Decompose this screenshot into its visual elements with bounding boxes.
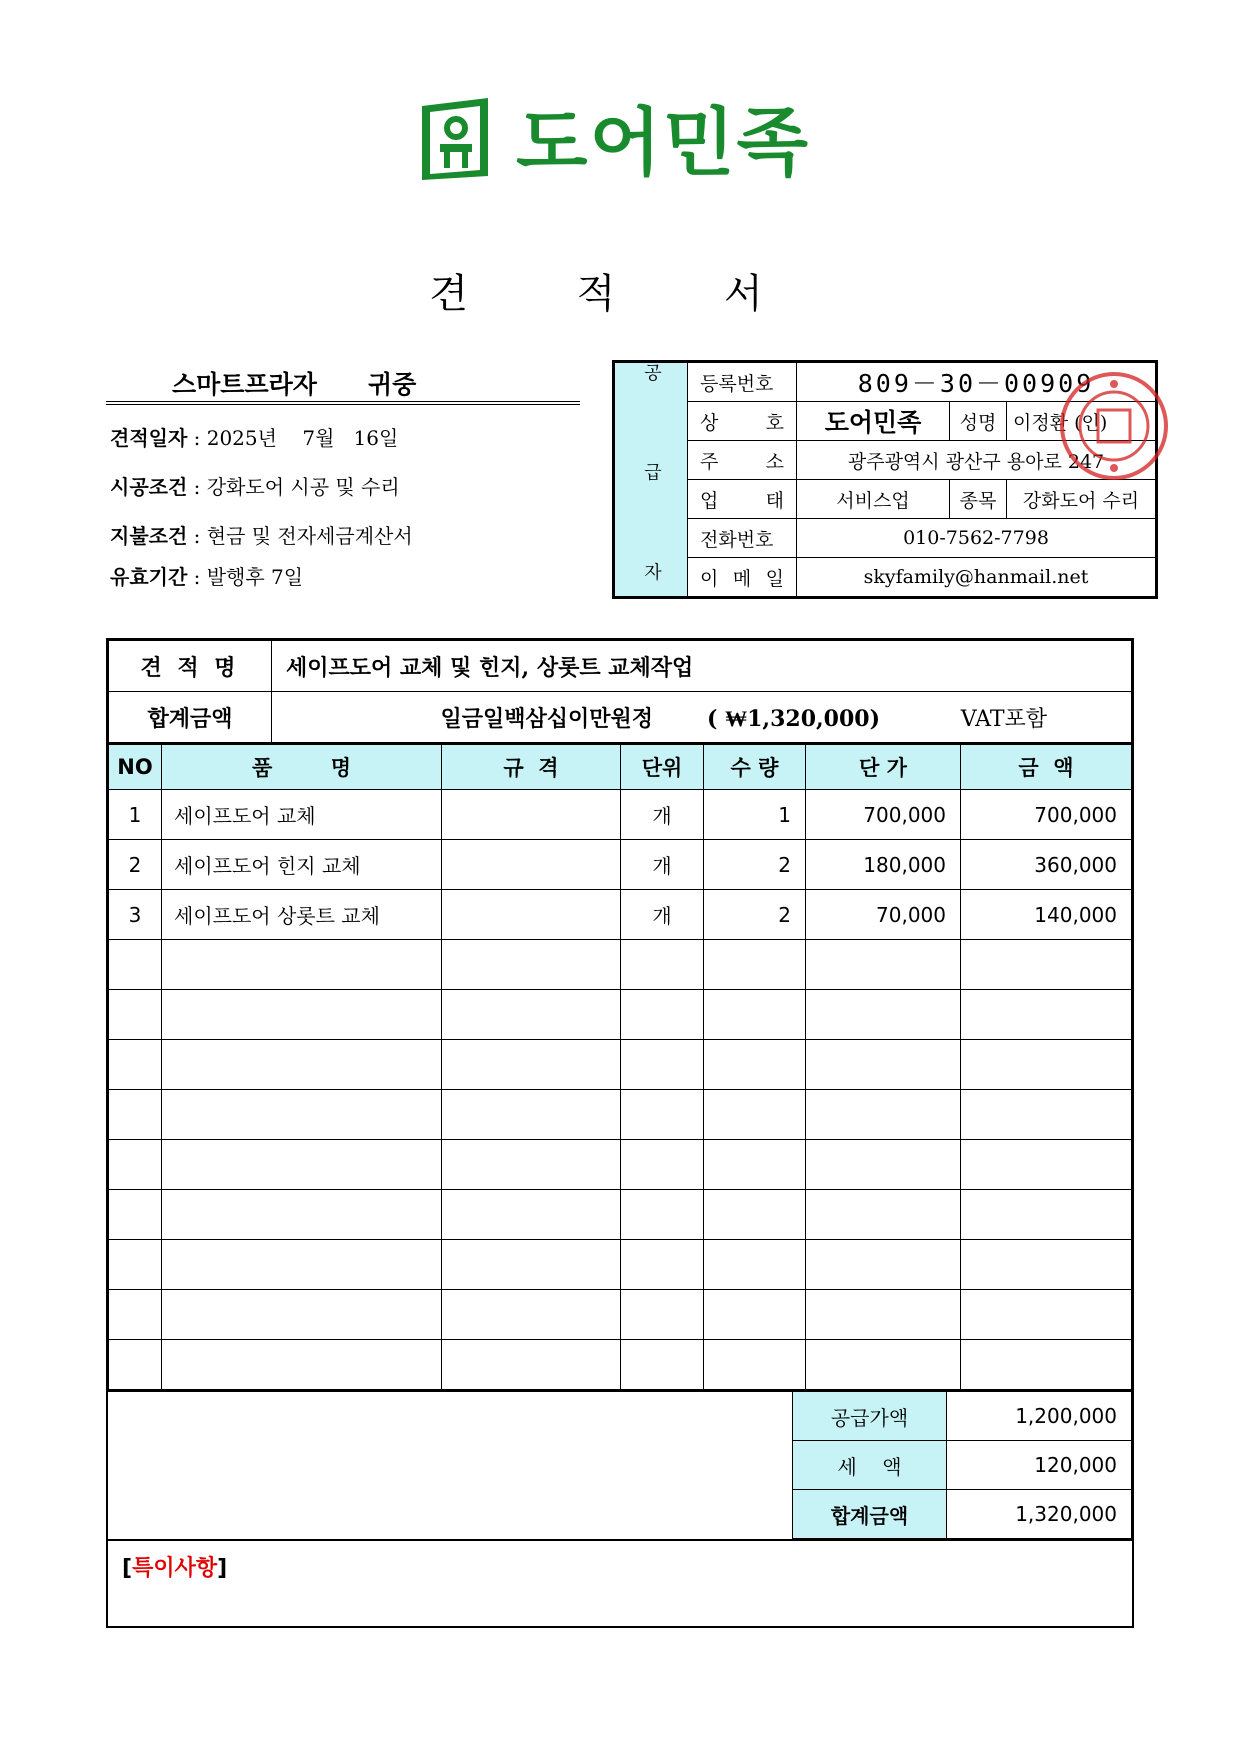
company-name: 도어민족 — [797, 402, 950, 441]
total-number: ( ₩1,320,000) — [707, 705, 880, 732]
table-row-empty — [109, 1090, 1132, 1140]
row-amount: 140,000 — [961, 890, 1132, 940]
info-payment: 지불조건 : 현금 및 전자세금계산서 — [110, 524, 413, 548]
col-spec: 규 격 — [442, 744, 621, 790]
phone-label: 전화번호 — [688, 519, 797, 558]
total-korean: 일금일백삼십이만원정 — [440, 705, 653, 732]
col-price: 단 가 — [806, 744, 961, 790]
email: skyfamily@hanmail.net — [797, 558, 1156, 597]
address-label: 주 소 — [688, 441, 797, 480]
reg-label: 등록번호 — [688, 363, 797, 402]
table-row-empty — [109, 1290, 1132, 1340]
row-name: 세이프도어 힌지 교체 — [162, 840, 442, 890]
col-qty: 수 량 — [704, 744, 806, 790]
remarks-bracket-open: [ — [122, 1556, 133, 1581]
items-header — [109, 744, 1132, 790]
table-row-empty — [109, 1340, 1132, 1390]
quote-summary — [108, 640, 1132, 743]
row-qty: 2 — [704, 840, 806, 890]
row-name: 세이프도어 교체 — [162, 790, 442, 840]
biz-type-label: 업 태 — [688, 480, 797, 519]
biz-item: 강화도어 수리 — [1007, 480, 1156, 519]
phone: 010-7562-7798 — [797, 519, 1156, 558]
brand-name: 도어민족 — [516, 100, 810, 184]
email-label: 이 메 일 — [688, 558, 797, 597]
info-validity: 유효기간 : 발행후 7일 — [110, 565, 304, 589]
row-unit: 개 — [621, 790, 704, 840]
row-spec — [442, 790, 621, 840]
grand-label: 합계금액 — [793, 1490, 947, 1539]
quote-total-cell — [272, 692, 1132, 743]
col-amount: 금 액 — [961, 744, 1132, 790]
table-row-empty — [109, 1190, 1132, 1240]
row-unit: 개 — [621, 890, 704, 940]
page-title: 견 적 서 — [429, 271, 811, 317]
remarks-label: 특이사항 — [132, 1556, 218, 1581]
row-amount: 360,000 — [961, 840, 1132, 890]
items-table — [108, 743, 1132, 1390]
supplier-side-label: 공 급 자 — [615, 363, 688, 597]
tax-label: 세 액 — [793, 1441, 947, 1490]
table-row-empty — [109, 990, 1132, 1040]
row-amount: 700,000 — [961, 790, 1132, 840]
table-row-empty — [109, 1240, 1132, 1290]
row-price: 180,000 — [806, 840, 961, 890]
vat-note: VAT포함 — [960, 706, 1047, 732]
col-no: NO — [109, 744, 162, 790]
row-no: 1 — [109, 790, 162, 840]
remarks-bracket-close: ] — [217, 1556, 228, 1581]
recipient — [106, 365, 580, 405]
row-qty: 1 — [704, 790, 806, 840]
tax-value: 120,000 — [947, 1441, 1132, 1490]
owner-label: 성명 — [950, 402, 1007, 441]
totals-table — [108, 1390, 1132, 1539]
col-name: 품 명 — [162, 744, 442, 790]
row-unit: 개 — [621, 840, 704, 890]
biz-item-label: 종목 — [950, 480, 1007, 519]
row-no: 2 — [109, 840, 162, 890]
owner-name: 이정환 — [1013, 411, 1069, 434]
supply-value: 1,200,000 — [947, 1391, 1132, 1441]
row-name: 세이프도어 상롯트 교체 — [162, 890, 442, 940]
row-price: 700,000 — [806, 790, 961, 840]
company-seal — [1058, 370, 1170, 482]
quote-total-label: 합계금액 — [109, 692, 272, 743]
seal-mark: (인) — [1074, 411, 1108, 434]
row-spec — [442, 890, 621, 940]
recipient-honorific: 귀중 — [368, 370, 417, 399]
grand-value: 1,320,000 — [947, 1490, 1132, 1539]
table-row-empty — [109, 940, 1132, 990]
info-construction: 시공조건 : 강화도어 시공 및 수리 — [110, 475, 400, 499]
table-row-empty — [109, 1140, 1132, 1190]
remarks-section — [108, 1539, 1132, 1592]
table-row-empty — [109, 1040, 1132, 1090]
supply-label: 공급가액 — [793, 1391, 947, 1441]
row-qty: 2 — [704, 890, 806, 940]
col-unit: 단위 — [621, 744, 704, 790]
table-row — [109, 840, 1132, 890]
info-quote-date: 견적일자 : 2025년 7월 16일 — [110, 426, 399, 450]
quote-name-label: 견 적 명 — [109, 641, 272, 692]
brand-logo — [418, 92, 838, 184]
address: 광주광역시 광산구 용아로 247 — [797, 441, 1156, 480]
quote-name: 세이프도어 교체 및 힌지, 상롯트 교체작업 — [272, 641, 1132, 692]
row-price: 70,000 — [806, 890, 961, 940]
recipient-name: 스마트프라자 — [172, 370, 317, 399]
table-row — [109, 890, 1132, 940]
row-no: 3 — [109, 890, 162, 940]
row-spec — [442, 840, 621, 890]
biz-type: 서비스업 — [797, 480, 950, 519]
company-label: 상 호 — [688, 402, 797, 441]
reg-number: 809－30－00909 — [797, 363, 1156, 402]
table-row — [109, 790, 1132, 840]
quote-box — [106, 638, 1134, 1628]
